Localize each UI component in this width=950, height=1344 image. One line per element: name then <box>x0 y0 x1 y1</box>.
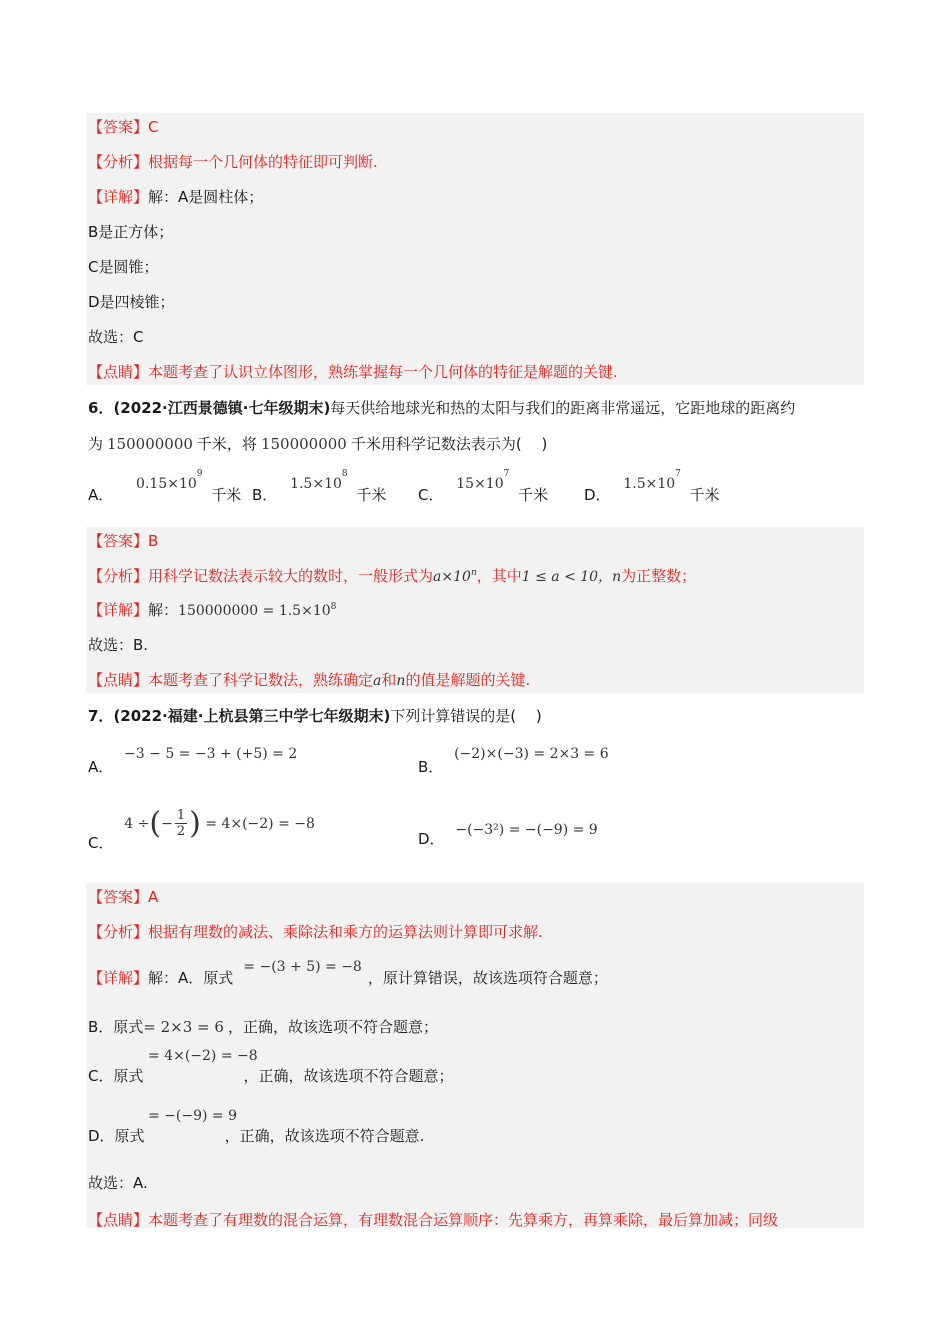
q5-choice: 故选：C <box>88 328 144 346</box>
denominator: 2 <box>176 824 186 839</box>
comment-text: 的值是解题的关键. <box>405 671 531 689</box>
fraction <box>175 808 187 839</box>
q7-analysis-line <box>88 922 543 942</box>
question-source: (2022·江西景德镇·七年级期末) <box>113 399 331 417</box>
line-text: ，正确，故该选项不符合题意； <box>243 1067 454 1085</box>
q7-line-c <box>88 1066 454 1086</box>
answer-value: A <box>148 888 159 906</box>
q7-line-b <box>88 1017 438 1037</box>
q5-line-d: D是四棱锥； <box>88 293 175 311</box>
answer-tag: 【答案】 <box>88 532 149 550</box>
q7-option-d <box>418 818 598 848</box>
q7-choice: 故选：A. <box>88 1174 148 1192</box>
line-math: = 2×3 = 6 <box>143 1018 224 1036</box>
line-text: D．原式 <box>88 1127 145 1145</box>
option-label: D． <box>584 486 611 504</box>
q7-line-d-math: = −(−9) = 9 <box>148 1108 238 1124</box>
q6-analysis-line <box>88 566 696 587</box>
comment-text: 本题考查了科学记数法，熟练确定 <box>148 671 374 689</box>
exponent: 8 <box>341 469 348 479</box>
q7-line-c-math: = 4×(−2) = −8 <box>148 1048 258 1064</box>
math-part: 4 ÷ <box>124 815 150 832</box>
answer-tag: 【答案】 <box>88 118 149 136</box>
answer-value: C <box>148 118 159 136</box>
detail-math <box>178 603 336 619</box>
q6-option-a <box>88 469 242 504</box>
math-number: 150000000 <box>260 435 347 453</box>
comment-tag: 【点睛】 <box>88 671 149 689</box>
q5-line-c: C是圆锥； <box>88 258 159 276</box>
option-math <box>124 805 315 841</box>
answer-value: B <box>148 532 159 550</box>
comment-tag: 【点睛】 <box>88 363 149 381</box>
q6-stem-line-1 <box>88 398 795 418</box>
option-label: A． <box>88 758 114 776</box>
math-number: 150000000 <box>107 435 193 453</box>
option-label: B． <box>252 486 278 504</box>
detail-tag: 【详解】 <box>88 188 149 206</box>
comment-text: 本题考查了认识立体图形，熟练掌握每一个几何体的特征是解题的关键. <box>148 363 618 381</box>
comment-tag: 【点睛】 <box>88 1211 149 1229</box>
q5-line-b: B是正方体； <box>88 223 174 241</box>
line-text: C．原式 <box>88 1067 144 1085</box>
q6-detail-line <box>88 600 336 621</box>
q6-option-b <box>252 469 387 504</box>
unit: 千米 <box>689 486 720 504</box>
q6-stem-line-2 <box>88 434 547 454</box>
comment-text: 和 <box>381 671 397 689</box>
math-part: = 4×(−2) = −8 <box>205 815 315 832</box>
exponent: 7 <box>675 469 681 479</box>
detail-tag: 【详解】 <box>88 601 149 619</box>
q6-answer-line <box>88 531 158 551</box>
analysis-tag: 【分析】 <box>88 923 149 941</box>
mantissa: 0.15×10 <box>136 476 197 492</box>
exponent: n <box>470 568 477 578</box>
question-number: 7． <box>88 707 114 725</box>
q6-choice: 故选：B. <box>88 636 149 654</box>
option-label: B． <box>418 758 444 776</box>
q7-option-a <box>88 742 298 776</box>
exponent: 7 <box>503 469 510 479</box>
question-stem: 每天供给地球光和热的太阳与我们的距离非常遥远，它距地球的距离约 <box>330 399 796 417</box>
option-math <box>136 469 203 492</box>
q6-option-d <box>584 469 720 504</box>
q7-stem-line <box>88 706 542 726</box>
line-text: ，正确，故该选项不符合题意； <box>227 1018 438 1036</box>
q7-comment-line <box>88 1210 778 1230</box>
detail-math: = −(3 + 5) = −8 <box>243 959 362 975</box>
detail-text: 解：A．原式 <box>148 969 234 987</box>
q5-answer-line <box>88 117 159 137</box>
detail-text: 解： <box>148 601 179 619</box>
line-text: ，正确，故该选项不符合题意. <box>224 1127 425 1145</box>
detail-text: 解：A是圆柱体； <box>148 188 264 206</box>
question-number: 6． <box>88 399 114 417</box>
mantissa: 1.5×10 <box>623 476 676 492</box>
numerator: 1 <box>176 808 186 823</box>
option-math: −(−3²) = −(−9) = 9 <box>455 822 598 838</box>
mantissa: a×10 <box>433 569 471 585</box>
paren-right: ) <box>189 805 201 841</box>
q7-line-d <box>88 1126 424 1146</box>
analysis-text: 为正整数； <box>621 567 697 585</box>
form-math <box>433 569 477 585</box>
exponent: 9 <box>196 469 203 479</box>
analysis-tag: 【分析】 <box>88 153 149 171</box>
q5-detail-line <box>88 187 263 207</box>
q5-analysis-line <box>88 152 378 172</box>
q7-detail-line <box>88 959 608 989</box>
question-stem: 下列计算错误的是( ) <box>390 707 542 725</box>
q7-option-c <box>88 805 315 852</box>
stem-text: 千米用科学记数法表示为( ) <box>350 435 548 453</box>
option-math: −3 − 5 = −3 + (+5) = 2 <box>124 746 298 762</box>
option-label: C． <box>88 833 114 852</box>
range-math: 1 ≤ a < 10，n <box>521 569 622 585</box>
unit: 千米 <box>356 486 387 504</box>
mantissa: 150000000 = 1.5×10 <box>178 603 331 619</box>
mantissa: 15×10 <box>456 476 504 492</box>
detail-tag: 【详解】 <box>88 969 149 987</box>
unit: 千米 <box>211 486 242 504</box>
line-text: B．原式 <box>88 1018 144 1036</box>
analysis-text: 根据每一个几何体的特征即可判断. <box>148 153 378 171</box>
question-source: (2022·福建·上杭县第三中学七年级期末) <box>113 707 391 725</box>
mantissa: 1.5×10 <box>290 476 342 492</box>
detail-text: ，原计算错误，故该选项符合题意； <box>367 969 608 987</box>
stem-text: 千米，将 <box>196 435 257 453</box>
q7-answer-line <box>88 887 158 907</box>
var-a: a <box>373 673 382 689</box>
paren-left: ( <box>149 805 162 841</box>
q6-option-c <box>418 469 549 504</box>
analysis-text: 用科学记数法表示较大的数时，一般形式为 <box>148 567 434 585</box>
exponent: 8 <box>330 602 337 612</box>
analysis-tag: 【分析】 <box>88 567 149 585</box>
var-n: n <box>396 673 406 689</box>
option-label: C． <box>418 486 444 504</box>
q7-option-b <box>418 742 609 776</box>
unit: 千米 <box>518 486 549 504</box>
analysis-text: 根据有理数的减法、乘除法和乘方的运算法则计算即可求解. <box>148 923 543 941</box>
option-math <box>456 469 510 492</box>
analysis-text: ，其中 <box>476 567 522 585</box>
q5-comment-line <box>88 362 618 382</box>
comment-text: 本题考查了有理数的混合运算，有理数混合运算顺序：先算乘方，再算乘除，最后算加减；同级 <box>148 1211 779 1229</box>
minus: − <box>161 815 173 832</box>
option-label: A． <box>88 486 114 504</box>
option-math: (−2)×(−3) = 2×3 = 6 <box>454 746 609 762</box>
stem-text: 为 <box>88 435 104 453</box>
q6-comment-line <box>88 670 530 691</box>
option-math <box>290 469 348 492</box>
answer-tag: 【答案】 <box>88 888 149 906</box>
option-math <box>623 469 681 492</box>
option-label: D． <box>418 830 445 848</box>
